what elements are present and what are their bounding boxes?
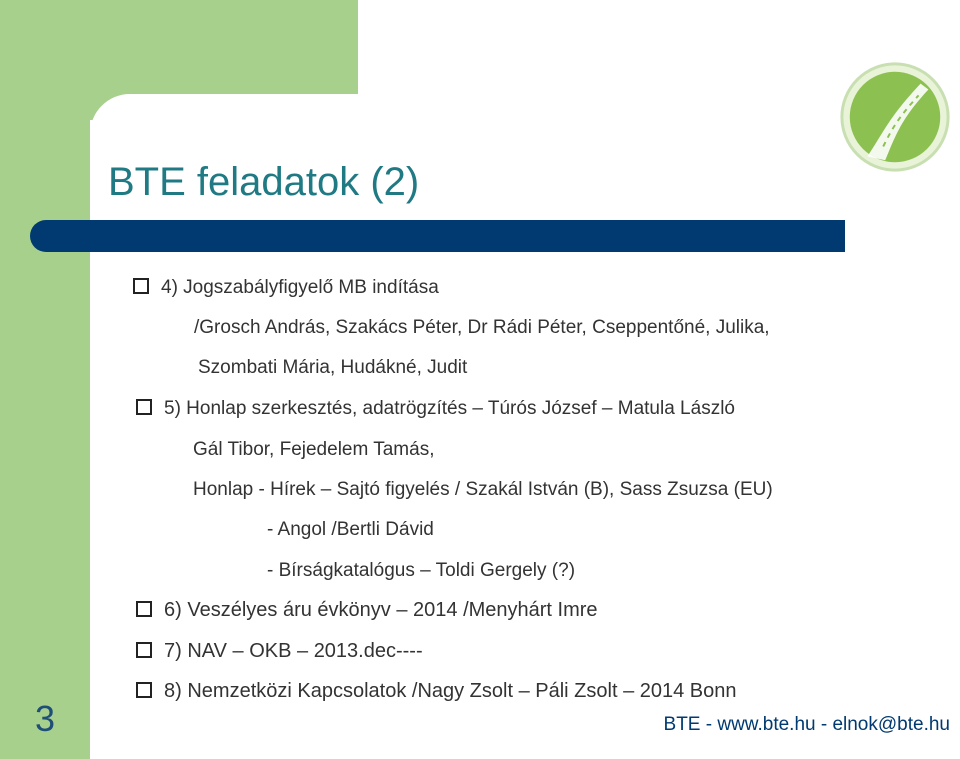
road-logo-icon [836,58,954,176]
list-item-text: 8) Nemzetközi Kapcsolatok /Nagy Zsolt – Páli Zsolt – 2014 Bonn [164,680,737,702]
checkbox-bullet-icon [136,682,152,698]
list-item [267,560,575,582]
list-item-text: - Bírságkatalógus – Toldi Gergely (?) [267,560,576,581]
title-underline-bar [30,220,845,252]
list-item [198,357,467,379]
checkbox-bullet-icon [136,601,152,617]
list-item [136,599,598,621]
list-item-text: - Angol /Bertli Dávid [267,519,434,540]
list-item-text: 7) NAV – OKB – 2013.dec---- [164,640,423,662]
list-item-text: 4) Jogszabályfigyelő MB indítása [161,277,439,298]
list-item [267,519,434,541]
list-item-text: 5) Honlap szerkesztés, adatrögzítés – Túrós József – Matula László [164,398,735,419]
checkbox-bullet-icon [136,642,152,658]
list-item-text: Szombati Mária, Hudákné, Judit [198,357,468,378]
checkbox-bullet-icon [136,399,152,415]
list-item [133,277,439,299]
checkbox-bullet-icon [133,278,149,294]
list-item [193,479,773,501]
list-item-text: 6) Veszélyes áru évkönyv – 2014 /Menyhárt Imre [164,599,598,621]
list-item [194,317,770,339]
footer-text: BTE - www.bte.hu - elnok@bte.hu [663,714,950,735]
list-item [136,398,735,420]
slide-number: 3 [35,698,56,739]
list-item-text: Honlap - Hírek – Sajtó figyelés / Szakál István (B), Sass Zsuzsa (EU) [193,479,773,500]
list-item [136,640,423,662]
list-item [136,680,737,702]
page-title: BTE feladatok (2) [108,160,420,204]
list-item [193,439,434,461]
background-left-band [0,0,90,759]
list-item-text: Gál Tibor, Fejedelem Tamás, [193,439,435,460]
list-item-text: /Grosch András, Szakács Péter, Dr Rádi Péter, Cseppentőné, Julika, [194,317,770,338]
